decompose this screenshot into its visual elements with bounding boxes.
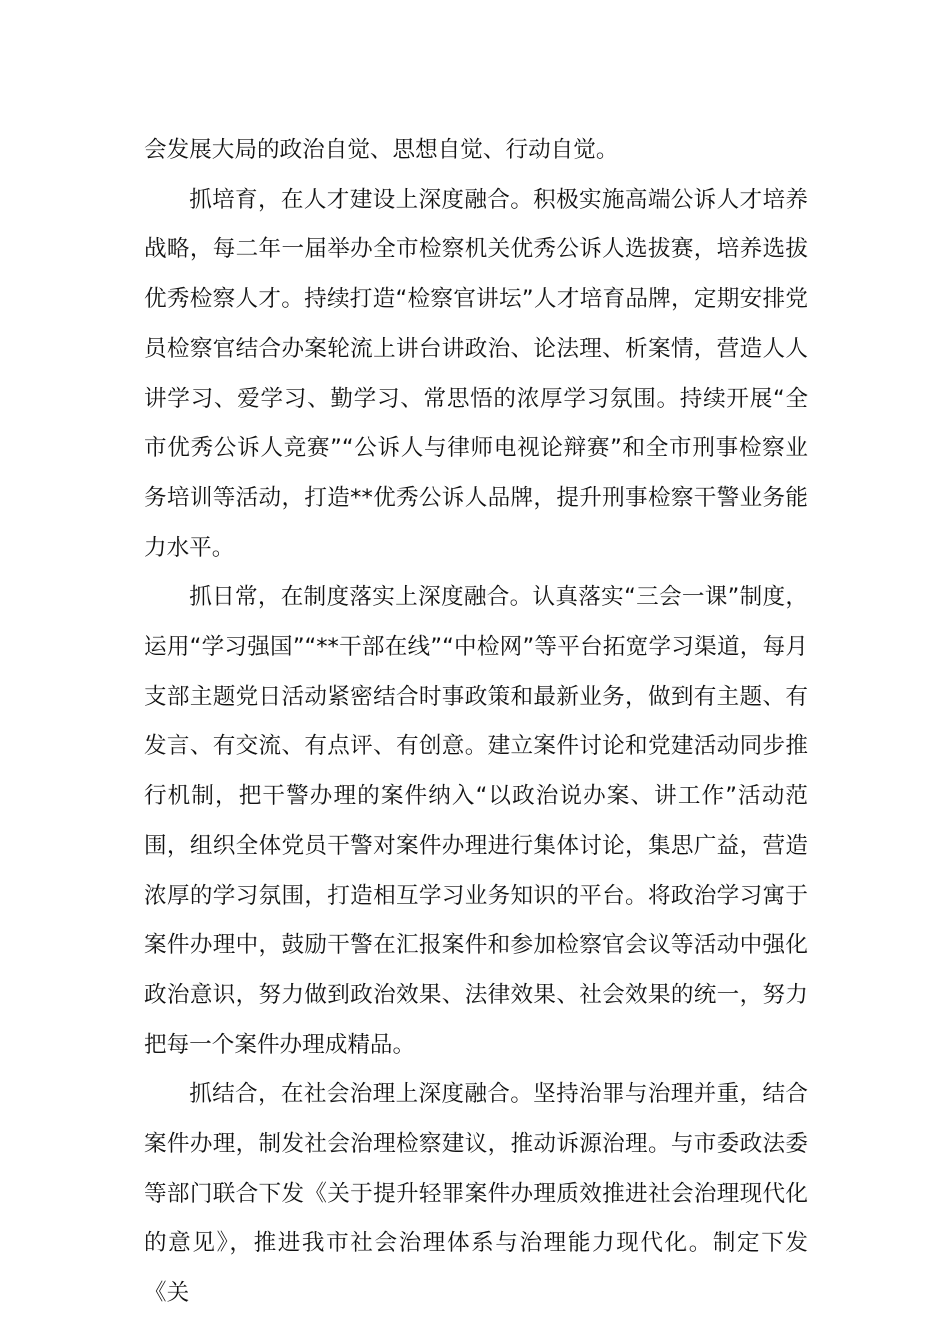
paragraph-social-governance: 抓结合，在社会治理上深度融合。坚持治罪与治理并重，结合案件办理，制发社会治理检察建议，推动诉源治理。与市委政法委等部门联合下发《关于提升轻罪案件办理质效推进社会治理现代化的意见》，推进我市社会治理体系与治理能力现代化。制定下发《关 [144, 1081, 808, 1307]
document-body [144, 126, 808, 1319]
paragraph-talent-cultivation: 抓培育，在人才建设上深度融合。积极实施高端公诉人才培养战略，每二年一届举办全市检察机关优秀公诉人选拔赛，培养选拔优秀检察人才。持续打造“检察官讲坛”人才培育品牌，定期安排党员检察官结合办案轮流上讲台讲政治、论法理、析案情，营造人人讲学习、爱学习、勤学习、常思悟的浓厚学习氛围。持续开展“全市优秀公诉人竞赛”“公诉人与律师电视论辩赛”和全市刑事检察业务培训等活动，打造**优秀公诉人品牌，提升刑事检察干警业务能力水平。 [144, 186, 808, 561]
paragraph-daily-system: 抓日常，在制度落实上深度融合。认真落实“三会一课”制度，运用“学习强国”“**干部在线”“中检网”等平台拓宽学习渠道，每月支部主题党日活动紧密结合时事政策和最新业务，做到有主题、有发言、有交流、有点评、有创意。建立案件讨论和党建活动同步推行机制，把干警办理的案件纳入“以政治说办案、讲工作”活动范围，组织全体党员干警对案件办理进行集体讨论，集思广益，营造浓厚的学习氛围，打造相互学习业务知识的平台。将政治学习寓于案件办理中，鼓励干警在汇报案件和参加检察官会议等活动中强化政治意识，努力做到政治效果、法律效果、社会效果的统一，努力把每一个案件办理成精品。 [144, 584, 808, 1058]
paragraph-continuation: 会发展大局的政治自觉、思想自觉、行动自觉。 [144, 137, 619, 163]
